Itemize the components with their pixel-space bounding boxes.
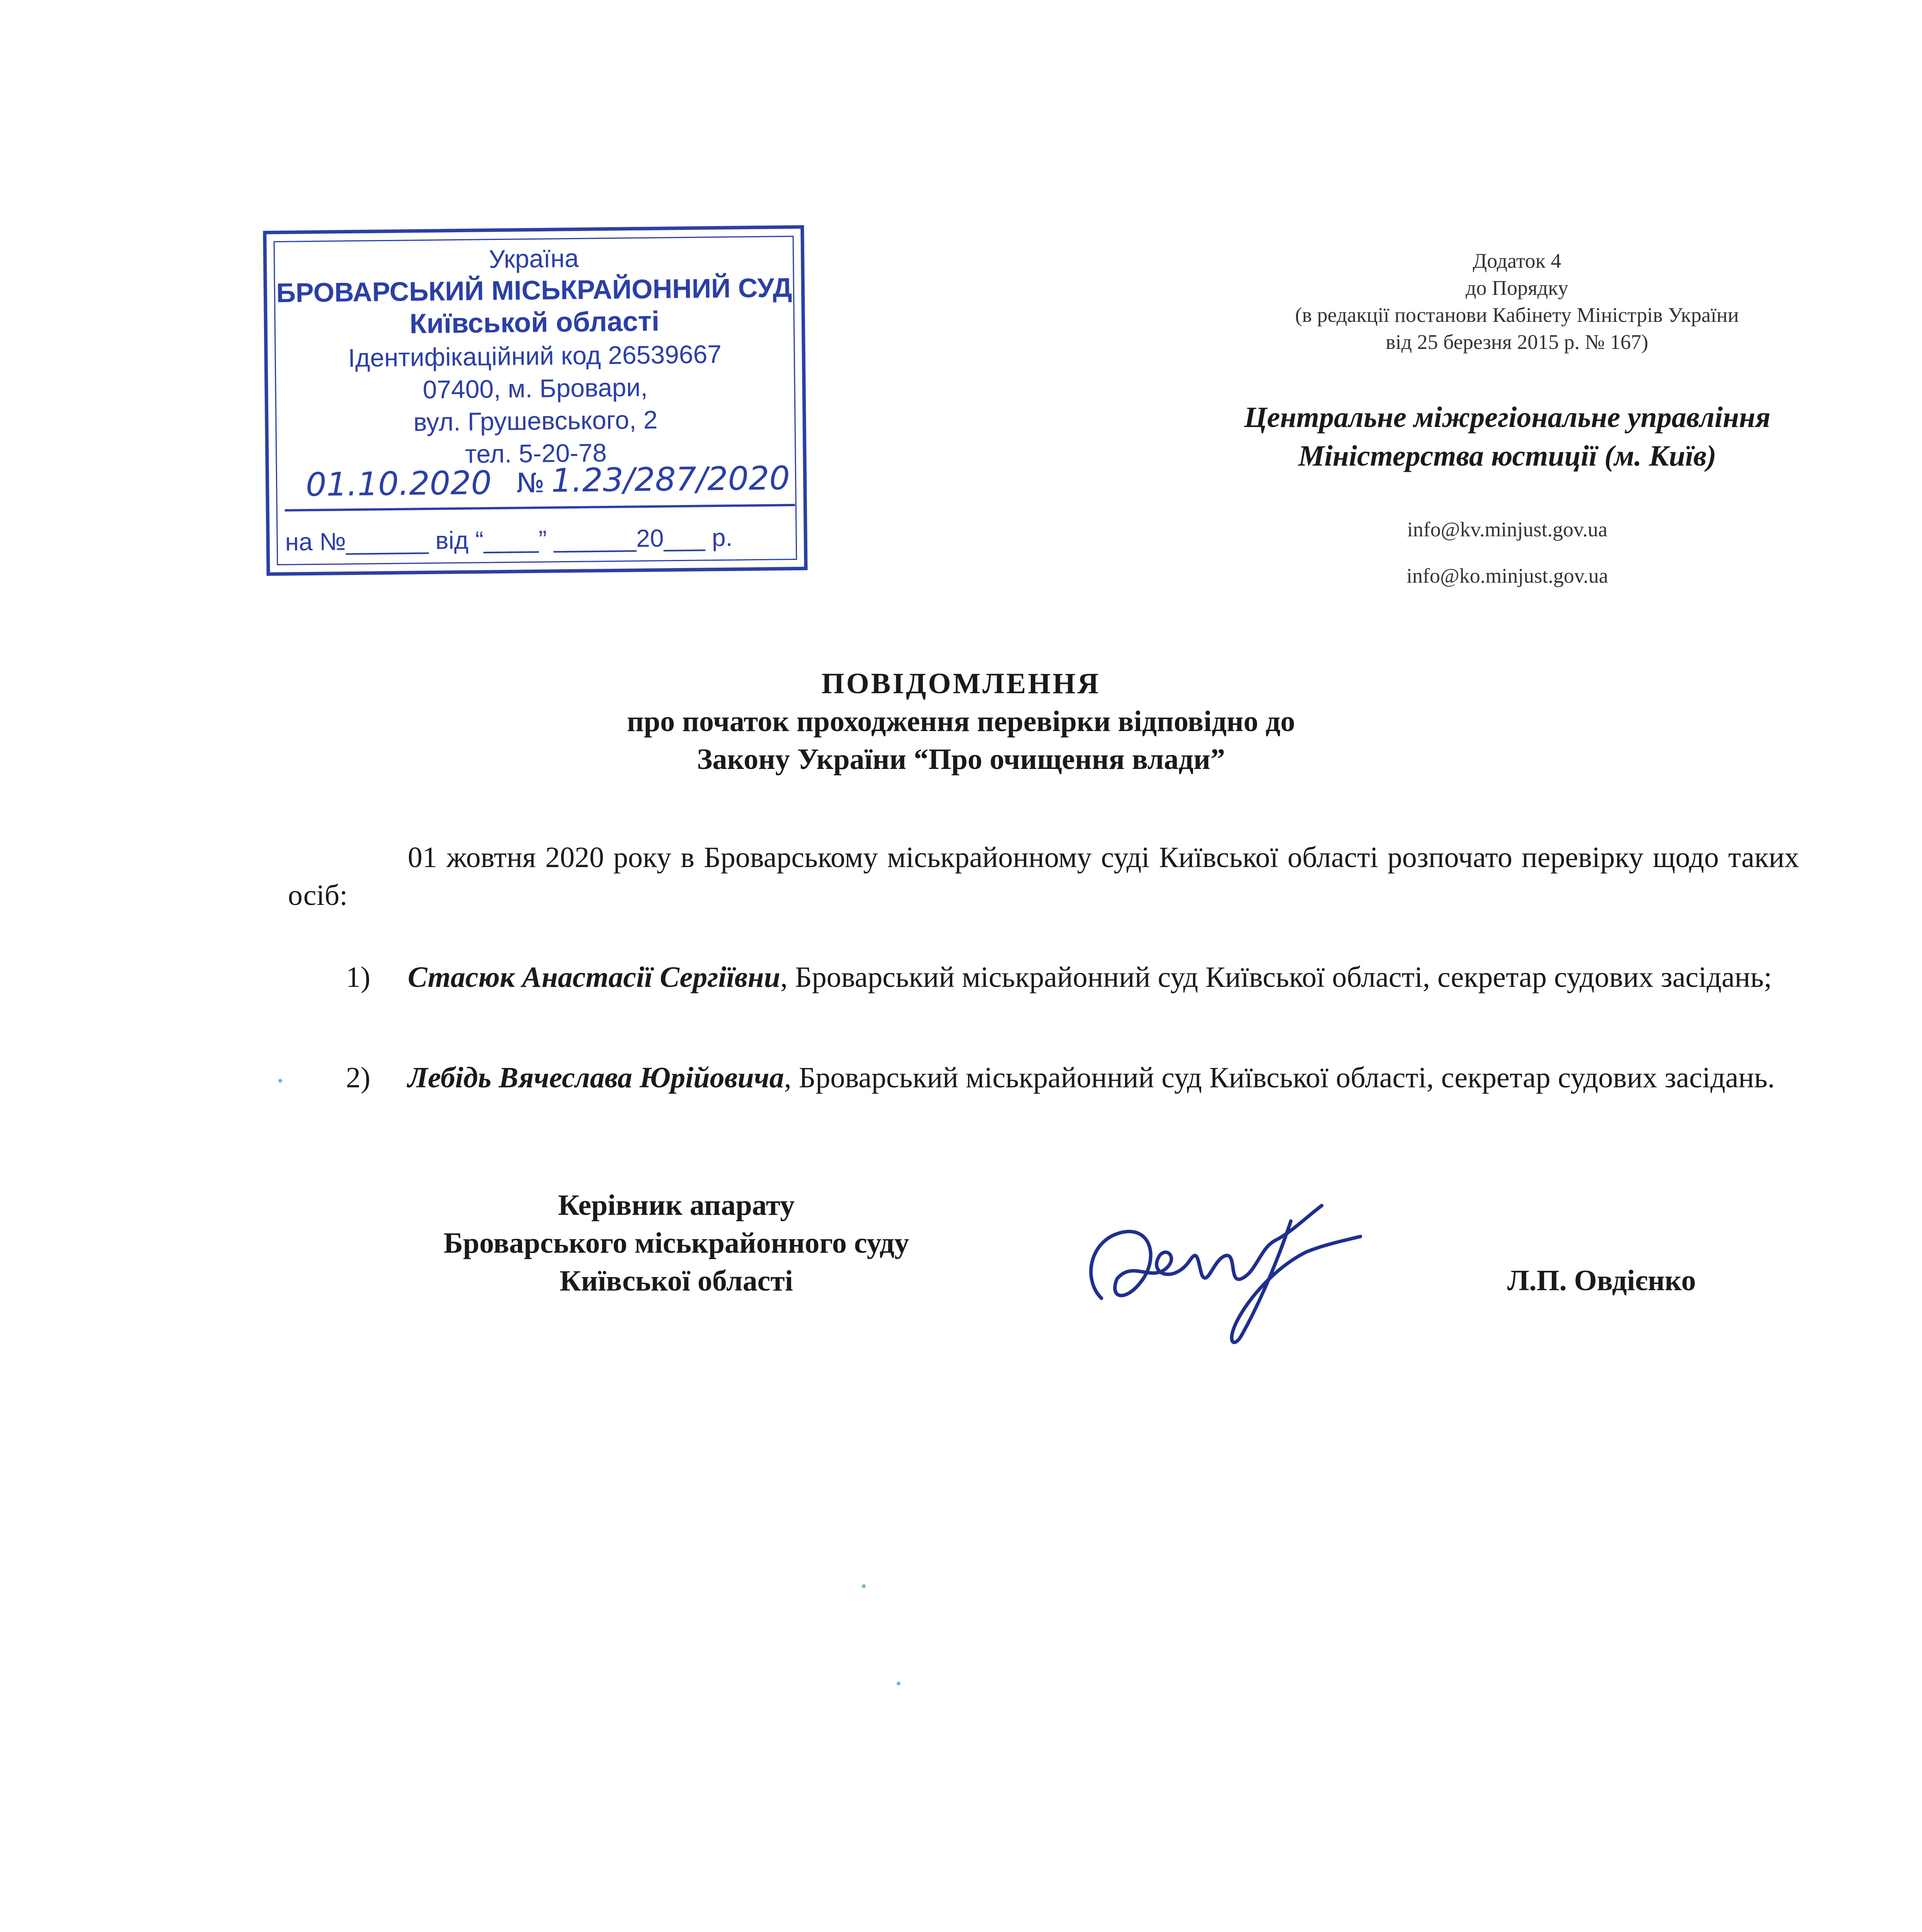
annex-line-4: від 25 березня 2015 р. № 167) <box>1386 330 1648 354</box>
signer-title <box>386 1186 966 1300</box>
stamp-line-court: БРОВАРСЬКИЙ МІСЬКРАЙОННИЙ СУД <box>276 272 792 308</box>
stamp-line-country: Україна <box>489 243 579 274</box>
stamp-number-handwritten: 1.23/287/2020 <box>551 459 790 500</box>
annex-line-1: Додаток 4 <box>1473 249 1561 272</box>
scan-noise-dot <box>278 1079 282 1083</box>
stamp-footer-line: на №______ від “____” ______20___ р. <box>285 523 733 556</box>
recipient-block <box>1159 398 1855 475</box>
handwritten-signature <box>1074 1182 1368 1360</box>
person-position: , Броварський міськрайонний суд Київської області, секретар судових засідань. <box>784 1061 1775 1094</box>
stamp-line-region: Київськой області <box>409 306 660 340</box>
recipient-line-1: Центральне міжрегіональне управління <box>1244 401 1770 434</box>
recipient-line-2: Міністерства юстиції (м. Київ) <box>1298 440 1716 472</box>
person-name: Лебідь Вячеслава Юрійовича <box>408 1061 784 1094</box>
title-main: ПОВІДОМЛЕННЯ <box>821 667 1101 700</box>
email-link[interactable]: info@kv.minjust.gov.ua <box>1407 518 1608 541</box>
title-subtitle-2: Закону України “Про очищення влади” <box>697 743 1225 776</box>
registration-stamp <box>263 225 807 576</box>
stamp-number-prefix: № <box>516 467 545 499</box>
intro-paragraph: 01 жовтня 2020 року в Броварському міськрайонному суді Київської області розпочато перевірку щодо таких осіб: <box>288 841 1799 912</box>
signer-line-2: Броварського міськрайонного суду <box>443 1227 909 1259</box>
list-item-number: 2) <box>346 1061 371 1094</box>
list-item-text <box>408 958 1799 996</box>
stamp-line-postcode: 07400, м. Бровари, <box>422 372 648 404</box>
person-position: , Броварський міськрайонний суд Київської області, секретар судових засідань; <box>780 961 1772 993</box>
recipient-emails <box>1256 506 1759 599</box>
signer-name: Л.П. Овдієнко <box>1507 1264 1696 1297</box>
person-name: Стасюк Анастасії Сергіївни <box>408 961 780 993</box>
stamp-line-phone: тел. 5-20-78 <box>465 438 607 468</box>
signer-line-1: Керівник апарату <box>558 1189 795 1221</box>
email-link[interactable]: info@ko.minjust.gov.ua <box>1406 564 1608 587</box>
scan-noise-dot <box>897 1682 901 1685</box>
document-title <box>0 665 1922 778</box>
signer-line-3: Київської області <box>560 1265 793 1297</box>
list-item-number: 1) <box>346 961 371 993</box>
list-item-text <box>408 1059 1799 1097</box>
scan-noise-dot <box>862 1584 866 1588</box>
annex-line-2: до Порядку <box>1466 276 1568 299</box>
stamp-date-handwritten: 01.10.2020 <box>305 464 492 504</box>
annex-line-3: (в редакції постанови Кабінету Міністрів України <box>1295 303 1739 327</box>
stamp-line-street: вул. Грушевського, 2 <box>413 405 658 437</box>
annex-reference <box>1217 247 1816 355</box>
stamp-line-id-code: Ідентифікаційний код 26539667 <box>348 339 722 372</box>
title-subtitle-1: про початок проходження перевірки відповідно до <box>627 705 1295 738</box>
